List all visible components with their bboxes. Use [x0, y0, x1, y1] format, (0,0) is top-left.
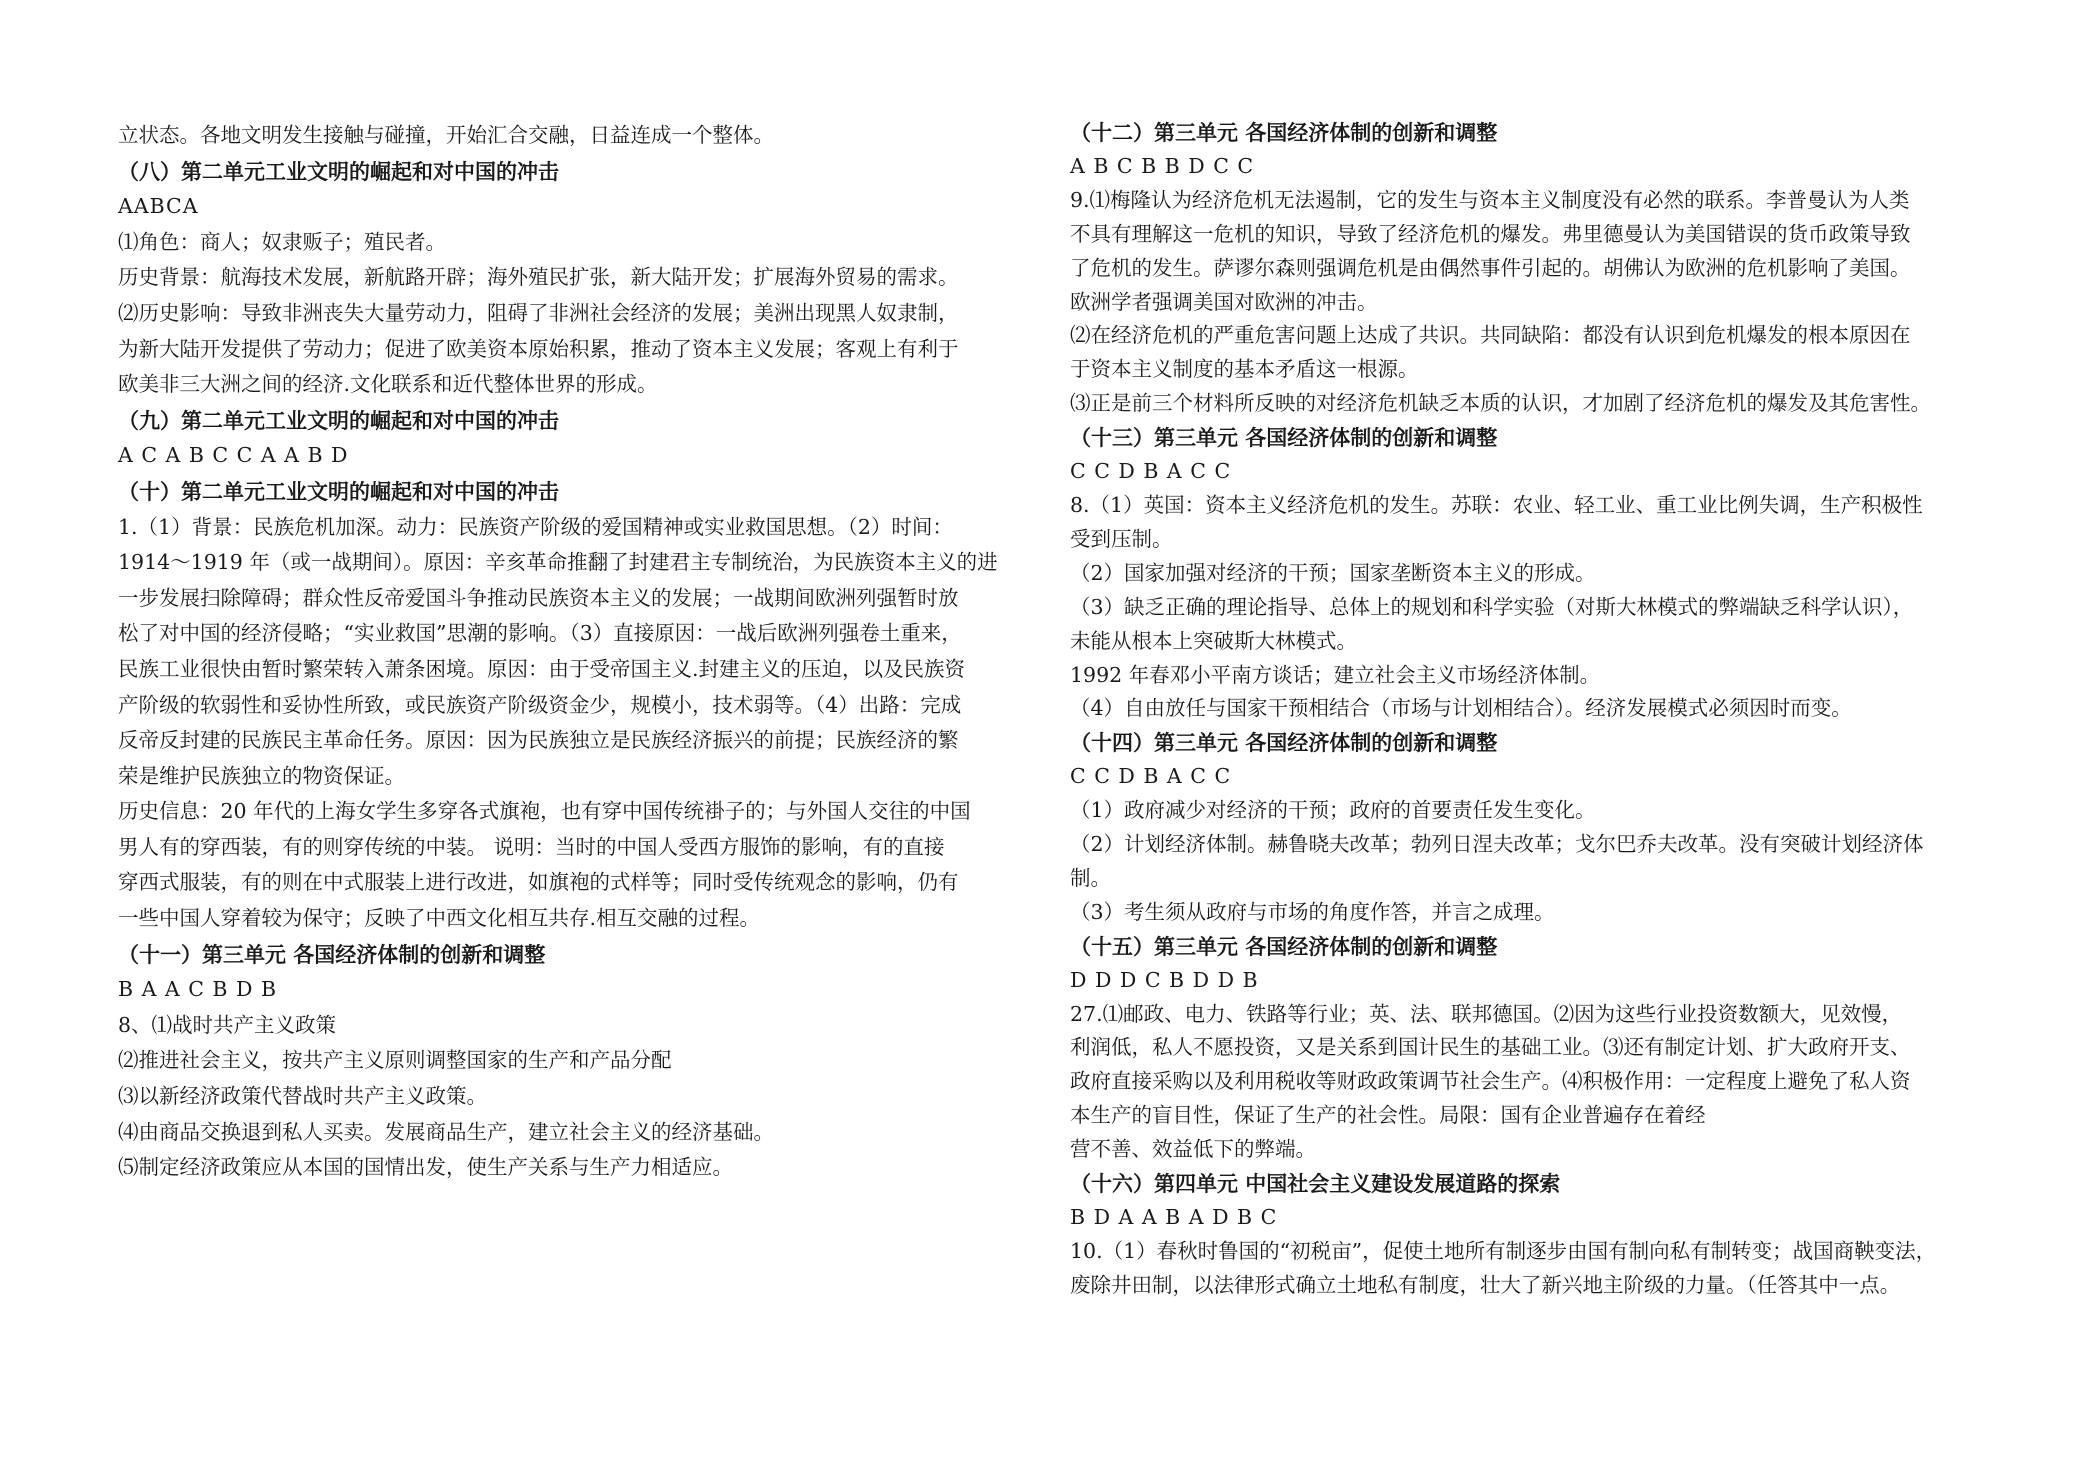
- text-line: 了危机的发生。萨谬尔森则强调危机是由偶然事件引起的。胡佛认为欧洲的危机影响了美国。: [1070, 255, 1911, 280]
- section-heading: （八）第二单元工业文明的崛起和对中国的冲击: [118, 158, 559, 184]
- text-line: 穿西式服装，有的则在中式服装上进行改进，如旗袍的式样等；同时受传统观念的影响，仍有: [118, 870, 959, 895]
- text-line: （2）计划经济体制。赫鲁晓夫改革；勃列日涅夫改革；戈尔巴乔夫改革。没有突破计划经济体: [1070, 832, 1924, 857]
- text-line: 于资本主义制度的基本矛盾这一根源。: [1070, 357, 1419, 382]
- text-line: 一步发展扫除障碍；群众性反帝爱国斗争推动民族资本主义的发展；一战期间欧洲列强暂时放: [118, 585, 959, 610]
- text-line: ⑵推进社会主义，按共产主义原则调整国家的生产和产品分配: [118, 1048, 672, 1073]
- text-line: 松了对中国的经济侵略；“实业救国”思潮的影响。（3）直接原因：一战后欧洲列强卷土重来，: [118, 621, 962, 646]
- text-line: （3）缺乏正确的理论指导、总体上的规划和科学实验（对斯大林模式的弊端缺乏科学认识），: [1070, 594, 1914, 619]
- text-line: 立状态。各地文明发生接触与碰撞，开始汇合交融，日益连成一个整体。: [118, 123, 774, 147]
- section-heading: （十四）第三单元 各国经济体制的创新和调整: [1070, 730, 1498, 756]
- text-line: 历史信息：20 年代的上海女学生多穿各式旗袍，也有穿中国传统褂子的；与外国人交往的中国: [118, 799, 971, 824]
- section-heading: （十二）第三单元 各国经济体制的创新和调整: [1070, 120, 1498, 145]
- answer-key: AABCA: [118, 194, 199, 219]
- answer-key: C C D B A C C: [1070, 764, 1232, 789]
- answer-key: C C D B A C C: [1070, 459, 1232, 484]
- text-line: 产阶级的软弱性和妥协性所致，或民族资产阶级资金少，规模小，技术弱等。（4）出路：完成: [118, 692, 962, 717]
- text-line: 历史背景：航海技术发展，新航路开辟；海外殖民扩张，新大陆开发；扩展海外贸易的需求。: [118, 265, 959, 290]
- section-heading: （十）第二单元工业文明的崛起和对中国的冲击: [118, 478, 559, 504]
- text-line: 一些中国人穿着较为保守；反映了中西文化相互共存.相互交融的过程。: [118, 906, 761, 931]
- answer-key: A C A B C C A A B D: [118, 443, 349, 468]
- text-line: 为新大陆开发提供了劳动力；促进了欧美资本原始积累，推动了资本主义发展；客观上有利于: [118, 336, 959, 361]
- text-line: 荣是维护民族独立的物资保证。: [118, 763, 405, 788]
- section-heading: （十六）第四单元 中国社会主义建设发展道路的探索: [1070, 1171, 1561, 1197]
- left-column: [118, 118, 1028, 1186]
- text-line: 1914～1919 年（或一战期间）。原因：辛亥革命推翻了封建君主专制统治，为民族资本主义的进: [118, 550, 998, 575]
- text-line: 受到压制。: [1070, 526, 1173, 551]
- text-line: ⑴角色：商人；奴隶贩子；殖民者。: [118, 229, 446, 254]
- section-heading: （十三）第三单元 各国经济体制的创新和调整: [1070, 425, 1498, 451]
- text-line: ⑵历史影响：导致非洲丧失大量劳动力，阻碍了非洲社会经济的发展；美洲出现黑人奴隶制，: [118, 300, 959, 325]
- text-line: 10.（1）春秋时鲁国的“初税亩”，促使土地所有制逐步由国有制向私有制转变；战国商鞅变法，: [1070, 1238, 1937, 1263]
- text-line: 废除井田制，以法律形式确立土地私有制度，壮大了新兴地主阶级的力量。（任答其中一点。: [1070, 1272, 1901, 1297]
- answer-key: B A A C B D B: [118, 977, 278, 1002]
- text-line: 欧洲学者强调美国对欧洲的冲击。: [1070, 289, 1378, 314]
- text-line: （4）自由放任与国家干预相结合（市场与计划相结合）。经济发展模式必须因时而变。: [1070, 696, 1852, 721]
- text-line: 1.（1）背景：民族危机加深。动力：民族资产阶级的爱国精神或实业救国思想。（2）时间：: [118, 514, 953, 539]
- text-line: （1）政府减少对经济的干预；政府的首要责任发生变化。: [1070, 798, 1596, 823]
- text-line: 欧美非三大洲之间的经济.文化联系和近代整体世界的形成。: [118, 372, 658, 397]
- answer-key: B D A A B A D B C: [1070, 1205, 1278, 1229]
- text-line: 反帝反封建的民族民主革命任务。原因：因为民族独立是民族经济振兴的前提；民族经济的繁: [118, 728, 959, 753]
- text-line: （2）国家加强对经济的干预；国家垄断资本主义的形成。: [1070, 560, 1596, 585]
- section-heading: （十一）第三单元 各国经济体制的创新和调整: [118, 941, 546, 967]
- text-line: 不具有理解这一危机的知识，导致了经济危机的爆发。弗里德曼认为美国错误的货币政策导致: [1070, 221, 1911, 246]
- text-line: 8.（1）英国：资本主义经济危机的发生。苏联：农业、轻工业、重工业比例失调，生产积极性: [1070, 492, 1923, 517]
- text-line: ⑵在经济危机的严重危害问题上达成了共识。共同缺陷：都没有认识到危机爆发的根本原因在: [1070, 323, 1911, 348]
- text-line: 1992 年春邓小平南方谈话；建立社会主义市场经济体制。: [1070, 662, 1601, 687]
- text-line: 9.⑴梅隆认为经济危机无法遏制，它的发生与资本主义制度没有必然的联系。李普曼认为人类: [1070, 187, 1910, 212]
- text-line: 8、⑴战时共产主义政策: [118, 1012, 337, 1037]
- text-line: ⑸制定经济政策应从本国的国情出发，使生产关系与生产力相适应。: [118, 1155, 733, 1180]
- text-line: 男人有的穿西装，有的则穿传统的中装。 说明：当时的中国人受西方服饰的影响，有的直接: [118, 834, 945, 859]
- text-line: 民族工业很快由暂时繁荣转入萧条困境。原因：由于受帝国主义.封建主义的压迫，以及民族资: [118, 656, 966, 681]
- text-line: 27.⑴邮政、电力、铁路等行业；英、法、联邦德国。⑵因为这些行业投资数额大，见效慢，: [1070, 1001, 1903, 1026]
- text-line: ⑷由商品交换退到私人买卖。发展商品生产，建立社会主义的经济基础。: [118, 1119, 774, 1144]
- text-line: ⑶以新经济政策代替战时共产主义政策。: [118, 1084, 487, 1109]
- answer-key: D D D C B D D B: [1070, 967, 1259, 992]
- text-line: ⑶正是前三个材料所反映的对经济危机缺乏本质的认识，才加剧了经济危机的爆发及其危害性。: [1070, 391, 1931, 416]
- section-heading: （十五）第三单元 各国经济体制的创新和调整: [1070, 933, 1498, 959]
- text-line: 营不善、效益低下的弊端。: [1070, 1137, 1316, 1162]
- answer-key: A B C B B D C C: [1070, 153, 1255, 178]
- text-line: 本生产的盲目性，保证了生产的社会性。局限：国有企业普遍存在着经: [1070, 1103, 1706, 1128]
- text-line: （3）考生须从政府与市场的角度作答，并言之成理。: [1070, 899, 1555, 924]
- text-line: 制。: [1070, 865, 1111, 890]
- right-column: [1070, 116, 1985, 1303]
- text-line: 利润低，私人不愿投资，又是关系到国计民生的基础工业。⑶还有制定计划、扩大政府开支、: [1070, 1035, 1911, 1060]
- section-heading: （九）第二单元工业文明的崛起和对中国的冲击: [118, 407, 559, 433]
- text-line: 未能从根本上突破斯大林模式。: [1070, 628, 1357, 653]
- text-line: 政府直接采购以及利用税收等财政政策调节社会生产。⑷积极作用：一定程度上避免了私人资: [1070, 1069, 1911, 1094]
